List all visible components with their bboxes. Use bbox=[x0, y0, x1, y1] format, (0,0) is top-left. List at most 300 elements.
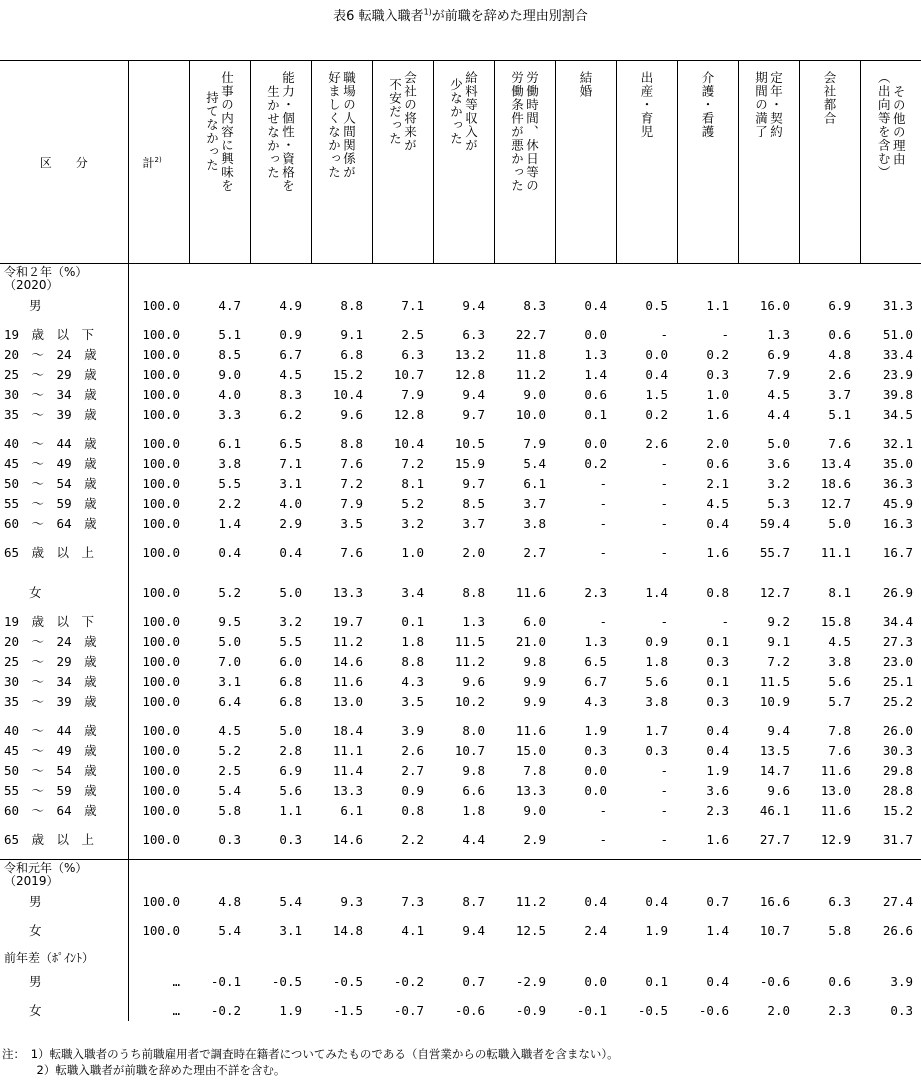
spacer-cell bbox=[189, 712, 250, 721]
row-label: 30 ～ 34 歳 bbox=[4, 387, 97, 402]
value-cell: 100.0 bbox=[128, 892, 189, 912]
spacer-cell bbox=[494, 941, 555, 950]
table-row bbox=[0, 543, 921, 563]
row-label: 19 歳 以 下 bbox=[4, 327, 95, 342]
spacer-cell bbox=[799, 821, 860, 830]
empty-cell bbox=[677, 264, 738, 297]
value-cell: 34.5 bbox=[882, 407, 913, 422]
row-label: 45 ～ 49 歳 bbox=[4, 743, 97, 758]
value-cell: 11.6 bbox=[515, 723, 546, 738]
value-cell: 10.5 bbox=[454, 436, 485, 451]
spacer-cell bbox=[799, 425, 860, 434]
value-cell: - bbox=[660, 763, 668, 778]
value-cell: 100.0 bbox=[128, 474, 189, 494]
title-main: 表6 転職入職者 bbox=[333, 9, 424, 24]
spacer-cell bbox=[189, 316, 250, 325]
empty-cell bbox=[494, 860, 555, 893]
value-cell: 9.6 bbox=[767, 783, 790, 798]
value-cell: - bbox=[599, 803, 607, 818]
header-reason-2 bbox=[311, 61, 372, 264]
value-cell: 2.1 bbox=[706, 476, 729, 491]
value-cell: 6.7 bbox=[279, 347, 302, 362]
value-cell: 4.5 bbox=[218, 723, 241, 738]
value-cell: 11.6 bbox=[332, 674, 363, 689]
spacer-cell bbox=[311, 425, 372, 434]
spacer-cell bbox=[433, 316, 494, 325]
spacer-cell bbox=[860, 425, 921, 434]
spacer-cell bbox=[677, 941, 738, 950]
value-cell: … bbox=[128, 972, 189, 992]
table-row bbox=[0, 365, 921, 385]
value-cell: 9.4 bbox=[462, 298, 485, 313]
value-cell: 100.0 bbox=[128, 801, 189, 821]
spacer-cell bbox=[555, 316, 616, 325]
value-cell: -0.5 bbox=[271, 974, 302, 989]
value-cell: 0.6 bbox=[828, 327, 851, 342]
row-label: 女 bbox=[4, 1003, 42, 1018]
value-cell: 1.4 bbox=[218, 516, 241, 531]
spacer-cell bbox=[250, 912, 311, 921]
spacer-cell bbox=[738, 912, 799, 921]
value-cell: 100.0 bbox=[128, 830, 189, 850]
table-row bbox=[0, 892, 921, 912]
empty-cell bbox=[372, 264, 433, 297]
value-cell: 0.0 bbox=[584, 436, 607, 451]
header-reason-8 bbox=[677, 61, 738, 264]
empty-cell bbox=[311, 264, 372, 297]
spacer-cell bbox=[189, 425, 250, 434]
value-cell: 55.7 bbox=[759, 545, 790, 560]
value-cell: 9.4 bbox=[462, 923, 485, 938]
spacer-cell bbox=[860, 563, 921, 583]
value-cell: 27.7 bbox=[759, 832, 790, 847]
value-cell: 0.4 bbox=[706, 743, 729, 758]
value-cell: 0.0 bbox=[645, 347, 668, 362]
empty-cell bbox=[555, 264, 616, 297]
value-cell: 11.2 bbox=[332, 634, 363, 649]
value-cell: 7.3 bbox=[401, 894, 424, 909]
spacer-cell bbox=[372, 425, 433, 434]
spacer-cell bbox=[616, 912, 677, 921]
spacer-cell bbox=[738, 712, 799, 721]
value-cell: 29.8 bbox=[882, 763, 913, 778]
value-cell: 4.5 bbox=[828, 634, 851, 649]
spacer-cell bbox=[311, 712, 372, 721]
value-cell: 15.8 bbox=[820, 614, 851, 629]
value-cell: 9.0 bbox=[523, 387, 546, 402]
value-cell: 1.3 bbox=[584, 347, 607, 362]
value-cell: 5.0 bbox=[767, 436, 790, 451]
table-row bbox=[0, 494, 921, 514]
value-cell: 10.7 bbox=[393, 367, 424, 382]
value-cell: 1.8 bbox=[645, 654, 668, 669]
value-cell: 22.7 bbox=[515, 327, 546, 342]
value-cell: 7.2 bbox=[340, 476, 363, 491]
value-cell: 13.0 bbox=[820, 783, 851, 798]
value-cell: 5.8 bbox=[218, 803, 241, 818]
spacer-cell bbox=[555, 912, 616, 921]
value-cell: 1.5 bbox=[645, 387, 668, 402]
value-cell: - bbox=[660, 803, 668, 818]
value-cell: 2.6 bbox=[401, 743, 424, 758]
value-cell: … bbox=[128, 1001, 189, 1021]
value-cell: 6.1 bbox=[523, 476, 546, 491]
value-cell: 3.6 bbox=[767, 456, 790, 471]
spacer-cell bbox=[250, 821, 311, 830]
value-cell: 8.1 bbox=[401, 476, 424, 491]
value-cell: 9.3 bbox=[340, 894, 363, 909]
value-cell: -0.6 bbox=[454, 1003, 485, 1018]
spacer-cell bbox=[738, 850, 799, 860]
header-reason-7 bbox=[616, 61, 677, 264]
spacer-cell bbox=[250, 425, 311, 434]
spacer-cell bbox=[677, 316, 738, 325]
header-total-label: 計 bbox=[142, 155, 155, 170]
value-cell: 100.0 bbox=[128, 921, 189, 941]
value-cell: 1.9 bbox=[706, 763, 729, 778]
value-cell: 0.9 bbox=[401, 783, 424, 798]
value-cell: 5.1 bbox=[218, 327, 241, 342]
empty-cell bbox=[433, 860, 494, 893]
value-cell: 7.9 bbox=[340, 496, 363, 511]
value-cell: 32.1 bbox=[882, 436, 913, 451]
value-cell: - bbox=[599, 614, 607, 629]
value-cell: 26.0 bbox=[882, 723, 913, 738]
value-cell: 9.1 bbox=[767, 634, 790, 649]
value-cell: 0.9 bbox=[279, 327, 302, 342]
value-cell: 14.8 bbox=[332, 923, 363, 938]
spacer-cell bbox=[616, 425, 677, 434]
spacer-cell bbox=[128, 712, 189, 721]
value-cell: 3.8 bbox=[828, 654, 851, 669]
header-reason-label: 定年・契約 期間の満了 bbox=[753, 71, 784, 139]
spacer-cell bbox=[738, 992, 799, 1001]
spacer-cell bbox=[738, 316, 799, 325]
value-cell: 2.7 bbox=[401, 763, 424, 778]
value-cell: 9.9 bbox=[523, 694, 546, 709]
header-reason-label: 会社都合 bbox=[822, 71, 837, 125]
spacer-cell bbox=[860, 316, 921, 325]
spacer-cell bbox=[250, 712, 311, 721]
value-cell: 0.1 bbox=[401, 614, 424, 629]
value-cell: - bbox=[660, 832, 668, 847]
value-cell: 5.5 bbox=[218, 476, 241, 491]
value-cell: 11.6 bbox=[820, 803, 851, 818]
value-cell: 1.0 bbox=[706, 387, 729, 402]
spacer-cell bbox=[433, 534, 494, 543]
value-cell: -0.9 bbox=[515, 1003, 546, 1018]
value-cell: 7.2 bbox=[767, 654, 790, 669]
spacer-cell bbox=[372, 912, 433, 921]
section-label: 前年差（ﾎﾟｲﾝﾄ） bbox=[4, 951, 95, 965]
value-cell: 0.4 bbox=[279, 545, 302, 560]
title-footnote-ref: 1) bbox=[423, 7, 432, 17]
spacer-cell bbox=[616, 941, 677, 950]
value-cell: 8.5 bbox=[462, 496, 485, 511]
value-cell: 2.3 bbox=[706, 803, 729, 818]
spacer-cell bbox=[189, 563, 250, 583]
value-cell: 3.3 bbox=[218, 407, 241, 422]
value-cell: 10.4 bbox=[332, 387, 363, 402]
value-cell: 45.9 bbox=[882, 496, 913, 511]
empty-cell bbox=[250, 860, 311, 893]
value-cell: 3.8 bbox=[645, 694, 668, 709]
value-cell: 5.6 bbox=[279, 783, 302, 798]
value-cell: 28.8 bbox=[882, 783, 913, 798]
value-cell: 34.4 bbox=[882, 614, 913, 629]
spacer-cell bbox=[860, 992, 921, 1001]
spacer-cell bbox=[250, 992, 311, 1001]
row-label: 女 bbox=[4, 923, 42, 938]
section-label: 令和元年（%） （2019） bbox=[0, 860, 128, 893]
spacer-cell bbox=[250, 603, 311, 612]
spacer-cell bbox=[433, 941, 494, 950]
spacer-cell bbox=[677, 425, 738, 434]
value-cell: 7.6 bbox=[340, 456, 363, 471]
value-cell: 11.6 bbox=[820, 763, 851, 778]
spacer-cell bbox=[616, 992, 677, 1001]
table-row bbox=[0, 721, 921, 741]
value-cell: 9.8 bbox=[462, 763, 485, 778]
value-cell: 0.4 bbox=[706, 974, 729, 989]
spacer-cell bbox=[128, 425, 189, 434]
spacer-cell bbox=[616, 712, 677, 721]
value-cell: 12.5 bbox=[515, 923, 546, 938]
spacer-row bbox=[0, 821, 921, 830]
header-kubun bbox=[0, 61, 128, 264]
value-cell: 13.3 bbox=[515, 783, 546, 798]
value-cell: 4.0 bbox=[279, 496, 302, 511]
table-row bbox=[0, 632, 921, 652]
value-cell: 6.8 bbox=[279, 674, 302, 689]
value-cell: 2.8 bbox=[279, 743, 302, 758]
spacer-row bbox=[0, 850, 921, 860]
spacer-cell bbox=[128, 563, 189, 583]
value-cell: 0.4 bbox=[218, 545, 241, 560]
value-cell: 3.1 bbox=[279, 923, 302, 938]
value-cell: 4.8 bbox=[828, 347, 851, 362]
value-cell: 7.0 bbox=[218, 654, 241, 669]
spacer-cell bbox=[372, 850, 433, 860]
value-cell: 25.2 bbox=[882, 694, 913, 709]
value-cell: 0.3 bbox=[706, 367, 729, 382]
empty-cell bbox=[128, 860, 189, 893]
spacer-cell bbox=[738, 425, 799, 434]
value-cell: 2.0 bbox=[706, 436, 729, 451]
spacer-row bbox=[0, 316, 921, 325]
row-label: 30 ～ 34 歳 bbox=[4, 674, 97, 689]
spacer-cell bbox=[0, 912, 128, 921]
value-cell: 11.1 bbox=[820, 545, 851, 560]
value-cell: 13.5 bbox=[759, 743, 790, 758]
spacer-cell bbox=[433, 603, 494, 612]
table-row bbox=[0, 345, 921, 365]
empty-cell bbox=[311, 860, 372, 893]
spacer-cell bbox=[555, 941, 616, 950]
value-cell: 23.0 bbox=[882, 654, 913, 669]
empty-cell bbox=[799, 860, 860, 893]
spacer-cell bbox=[494, 534, 555, 543]
value-cell: 13.3 bbox=[332, 783, 363, 798]
spacer-cell bbox=[250, 534, 311, 543]
spacer-cell bbox=[372, 992, 433, 1001]
spacer-cell bbox=[555, 603, 616, 612]
spacer-cell bbox=[677, 563, 738, 583]
value-cell: 0.5 bbox=[645, 298, 668, 313]
value-cell: 26.6 bbox=[882, 923, 913, 938]
empty-cell bbox=[311, 950, 372, 972]
spacer-cell bbox=[616, 603, 677, 612]
value-cell: 7.9 bbox=[523, 436, 546, 451]
value-cell: 13.3 bbox=[332, 585, 363, 600]
spacer-cell bbox=[799, 712, 860, 721]
value-cell: 11.8 bbox=[515, 347, 546, 362]
value-cell: 3.2 bbox=[401, 516, 424, 531]
spacer-cell bbox=[677, 821, 738, 830]
value-cell: 5.4 bbox=[279, 894, 302, 909]
value-cell: 11.1 bbox=[332, 743, 363, 758]
spacer-cell bbox=[433, 821, 494, 830]
value-cell: 100.0 bbox=[128, 692, 189, 712]
value-cell: 39.8 bbox=[882, 387, 913, 402]
value-cell: 3.8 bbox=[523, 516, 546, 531]
empty-cell bbox=[250, 264, 311, 297]
value-cell: 7.2 bbox=[401, 456, 424, 471]
spacer-cell bbox=[799, 992, 860, 1001]
table-row bbox=[0, 652, 921, 672]
value-cell: 25.1 bbox=[882, 674, 913, 689]
value-cell: 0.8 bbox=[706, 585, 729, 600]
value-cell: 6.9 bbox=[279, 763, 302, 778]
value-cell: 0.0 bbox=[584, 327, 607, 342]
spacer-cell bbox=[494, 712, 555, 721]
spacer-cell bbox=[738, 563, 799, 583]
value-cell: 2.2 bbox=[401, 832, 424, 847]
footnotes bbox=[2, 1046, 619, 1078]
spacer-cell bbox=[860, 712, 921, 721]
value-cell: 0.1 bbox=[706, 634, 729, 649]
value-cell: 16.6 bbox=[759, 894, 790, 909]
value-cell: 3.7 bbox=[523, 496, 546, 511]
table-row bbox=[0, 801, 921, 821]
table-row bbox=[0, 434, 921, 454]
value-cell: -0.2 bbox=[393, 974, 424, 989]
section-label: 令和２年（%） （2020） bbox=[4, 265, 88, 292]
spacer-cell bbox=[0, 425, 128, 434]
value-cell: 8.8 bbox=[340, 436, 363, 451]
value-cell: 5.3 bbox=[767, 496, 790, 511]
value-cell: - bbox=[599, 476, 607, 491]
header-reason-label: 仕事の内容に興味を 持てなかった bbox=[204, 71, 235, 193]
empty-cell bbox=[433, 950, 494, 972]
spacer-cell bbox=[372, 563, 433, 583]
empty-cell bbox=[738, 860, 799, 893]
spacer-cell bbox=[433, 712, 494, 721]
value-cell: 2.3 bbox=[584, 585, 607, 600]
value-cell: 100.0 bbox=[128, 781, 189, 801]
value-cell: 0.2 bbox=[706, 347, 729, 362]
empty-cell bbox=[128, 264, 189, 297]
spacer-cell bbox=[189, 912, 250, 921]
value-cell: -0.6 bbox=[698, 1003, 729, 1018]
value-cell: 100.0 bbox=[128, 672, 189, 692]
value-cell: 0.4 bbox=[706, 723, 729, 738]
spacer-cell bbox=[128, 850, 189, 860]
value-cell: - bbox=[660, 456, 668, 471]
value-cell: 0.4 bbox=[645, 894, 668, 909]
value-cell: 0.3 bbox=[218, 832, 241, 847]
value-cell: 59.4 bbox=[759, 516, 790, 531]
value-cell: 0.2 bbox=[645, 407, 668, 422]
spacer-row bbox=[0, 603, 921, 612]
spacer-cell bbox=[311, 992, 372, 1001]
spacer-cell bbox=[250, 941, 311, 950]
table-row bbox=[0, 830, 921, 850]
spacer-cell bbox=[250, 316, 311, 325]
empty-cell bbox=[860, 860, 921, 893]
spacer-cell bbox=[189, 534, 250, 543]
empty-cell bbox=[555, 860, 616, 893]
section-row bbox=[0, 264, 921, 297]
value-cell: 6.3 bbox=[462, 327, 485, 342]
spacer-cell bbox=[311, 316, 372, 325]
value-cell: 100.0 bbox=[128, 761, 189, 781]
value-cell: 15.9 bbox=[454, 456, 485, 471]
empty-cell bbox=[128, 950, 189, 972]
value-cell: 3.4 bbox=[401, 585, 424, 600]
spacer-cell bbox=[311, 912, 372, 921]
value-cell: -0.2 bbox=[210, 1003, 241, 1018]
spacer-row bbox=[0, 941, 921, 950]
spacer-row bbox=[0, 912, 921, 921]
table-row bbox=[0, 972, 921, 992]
header-row bbox=[0, 61, 921, 264]
value-cell: 16.7 bbox=[882, 545, 913, 560]
value-cell: 0.0 bbox=[584, 974, 607, 989]
value-cell: 13.2 bbox=[454, 347, 485, 362]
value-cell: 9.5 bbox=[218, 614, 241, 629]
value-cell: 9.2 bbox=[767, 614, 790, 629]
spacer-cell bbox=[799, 850, 860, 860]
spacer-cell bbox=[738, 603, 799, 612]
header-total-footnote: 2) bbox=[154, 155, 162, 164]
value-cell: 1.3 bbox=[767, 327, 790, 342]
value-cell: 7.6 bbox=[828, 436, 851, 451]
value-cell: 5.0 bbox=[828, 516, 851, 531]
value-cell: 9.7 bbox=[462, 476, 485, 491]
value-cell: 0.4 bbox=[584, 298, 607, 313]
value-cell: 9.4 bbox=[767, 723, 790, 738]
spacer-cell bbox=[677, 912, 738, 921]
row-label: 40 ～ 44 歳 bbox=[4, 723, 97, 738]
table-row bbox=[0, 761, 921, 781]
value-cell: 6.8 bbox=[279, 694, 302, 709]
spacer-cell bbox=[250, 563, 311, 583]
spacer-cell bbox=[0, 821, 128, 830]
spacer-cell bbox=[494, 563, 555, 583]
row-label: 女 bbox=[4, 585, 42, 600]
value-cell: 3.7 bbox=[462, 516, 485, 531]
value-cell: 100.0 bbox=[128, 514, 189, 534]
title-rest: が前職を辞めた理由別割合 bbox=[431, 9, 588, 24]
value-cell: 6.3 bbox=[401, 347, 424, 362]
footnote-1: 注： 1）転職入職者のうち前職雇用者で調査時在籍者についてみたものである（自営業からの転職入職者を含まない）。 bbox=[2, 1047, 619, 1061]
value-cell: 0.3 bbox=[890, 1003, 913, 1018]
table-row bbox=[0, 405, 921, 425]
row-label: 35 ～ 39 歳 bbox=[4, 407, 97, 422]
header-reason-label: 出産・育児 bbox=[639, 71, 654, 139]
row-label: 55 ～ 59 歳 bbox=[4, 496, 97, 511]
